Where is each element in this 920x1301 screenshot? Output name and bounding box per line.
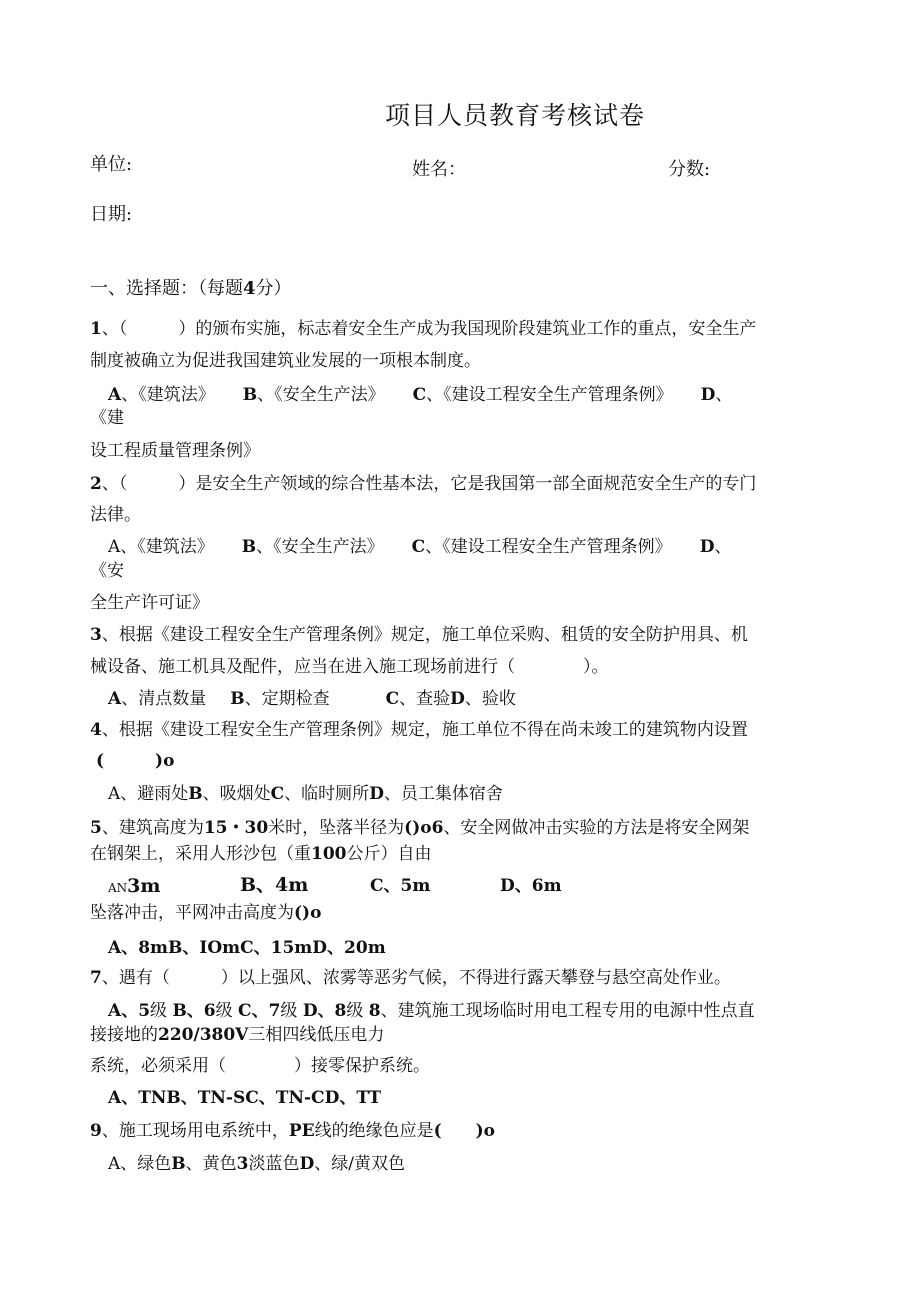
question-1-line-1	[90, 321, 756, 338]
question-8-line-2: 系统，必须采用（ ）接零保护系统。	[90, 1056, 430, 1076]
option-letter: B	[241, 537, 257, 557]
question-5-line-1	[90, 820, 749, 837]
option-text: 、《建筑法》	[121, 385, 215, 405]
question-3-options	[108, 691, 516, 708]
option-text: 、员工集体宿舍	[383, 784, 503, 804]
option-letter: D	[700, 385, 716, 405]
unit-field-label: 单位:	[90, 154, 133, 175]
section-heading-suffix: 分）	[255, 278, 292, 299]
question-8-options: A、TNB、TN-SC、TN-CD、TT	[108, 1088, 382, 1108]
question-9-options	[108, 1156, 405, 1173]
question-number: 1	[90, 319, 102, 339]
question-text: 米时，坠落半径为	[268, 818, 405, 838]
question-number: 4	[90, 720, 102, 740]
question-number: 7	[90, 968, 102, 988]
option-text: D、8	[302, 1001, 347, 1021]
question-1-options	[108, 387, 732, 404]
option-letter: D	[299, 1154, 315, 1174]
question-5-option-c: C、5m	[370, 876, 431, 896]
option-text: 级	[346, 1001, 364, 1021]
score-field-label: 分数:	[668, 159, 711, 180]
question-text: 、根据《建设工程安全生产管理条例》规定，施工单位采购、租赁的安全防护用具、机	[101, 625, 748, 645]
option-letter: D	[450, 689, 465, 709]
option-text: 3m	[127, 875, 161, 897]
option-text: A、5	[108, 1001, 151, 1021]
question-2-option-d-cont-2: 全生产许可证》	[90, 593, 209, 613]
question-2-option-d-cont: 《安	[90, 561, 124, 581]
option-text: 、绿/黄双色	[314, 1154, 405, 1174]
question-text: 、建筑施工现场临时用电工程专用的电源中性点直	[380, 1001, 755, 1021]
question-value: 15・30	[203, 818, 269, 838]
question-7-line-1	[90, 970, 731, 987]
question-4-line-2: ( )o	[96, 751, 175, 771]
option-letter: D	[699, 537, 715, 557]
question-number: 2	[90, 474, 102, 494]
question-value: 100	[311, 844, 347, 864]
option-letter: A	[108, 385, 122, 405]
question-number: o6	[420, 818, 444, 838]
option-letter: C	[385, 689, 400, 709]
option-text: 、	[714, 537, 732, 557]
question-text: 、建筑高度为	[101, 818, 204, 838]
question-1-line-2: 制度被确立为促进我国建筑业发展的一项根本制度。	[90, 351, 481, 371]
option-letter: C	[412, 385, 427, 405]
option-text: 、《安全生产法》	[256, 537, 384, 557]
option-letter: B	[230, 689, 245, 709]
question-1-option-d-cont-2: 设工程质量管理条例》	[90, 441, 260, 461]
question-value: PE	[288, 1121, 315, 1141]
question-2-line-1	[90, 476, 756, 493]
option-text: 、查验	[399, 689, 451, 709]
option-text: 淡蓝色	[248, 1154, 300, 1174]
question-5-option-b: B、4m	[240, 874, 309, 896]
option-text: 、《安全生产法》	[257, 385, 385, 405]
option-text: 、《建设工程安全生产管理条例》	[426, 385, 673, 405]
question-3-line-2: 械设备、施工机具及配件，应当在进入施工现场前进行（ ）。	[90, 657, 609, 677]
option-text: A、绿色	[108, 1154, 172, 1174]
question-6-options: A、8mB、IOmC、15mD、20m	[108, 938, 386, 958]
question-text: 、（ ）是安全生产领域的综合性基本法，它是我国第一部全面规范安全生产的专门	[101, 474, 757, 494]
question-text: 、安全网做冲击实验的方法是将安全网架	[443, 818, 750, 838]
question-number: 5	[90, 818, 102, 838]
option-letter: B	[242, 385, 258, 405]
section-heading	[90, 274, 292, 300]
option-text: B、6	[172, 1001, 216, 1021]
question-text: 公斤）自由	[346, 844, 432, 864]
question-8-line-1	[90, 1027, 384, 1044]
option-letter: A	[108, 689, 122, 709]
question-text: 在钢架上，采用人形沙包（重	[90, 844, 311, 864]
option-letter: 3	[236, 1154, 249, 1174]
question-3-line-1	[90, 627, 748, 644]
question-2-options	[108, 539, 731, 556]
question-5-line-2	[90, 846, 432, 863]
option-letter: C	[411, 537, 426, 557]
answer-blank: ( )o	[433, 1121, 496, 1141]
option-letter: C	[270, 784, 285, 804]
question-5-options	[108, 877, 161, 896]
option-letter: B	[171, 1154, 186, 1174]
option-letter: B	[188, 784, 203, 804]
option-text: A、《建筑法》	[108, 537, 214, 557]
question-text: 、遇有（ ）以上强风、浓雾等恶劣气候，不得进行露天攀登与悬空高处作业。	[101, 968, 731, 988]
option-text: C、7	[238, 1001, 281, 1021]
section-points: 4	[243, 278, 256, 299]
question-text: 、根据《建设工程安全生产管理条例》规定，施工单位不得在尚未竣工的建筑物内设置	[101, 720, 748, 740]
answer-blank: ()o	[294, 903, 322, 923]
question-number: 3	[90, 625, 102, 645]
section-heading-prefix: 一、选择题：（每题	[90, 278, 243, 299]
question-4-line-1	[90, 722, 748, 739]
question-9-line-1	[90, 1123, 495, 1140]
option-text: 级	[215, 1001, 233, 1021]
question-7-options	[108, 1003, 755, 1020]
question-5-option-d: D、6m	[500, 876, 562, 896]
question-1-option-d-cont: 《建	[90, 408, 124, 428]
option-text: 、定期检查	[244, 689, 330, 709]
question-number: 8	[368, 1001, 381, 1021]
option-text: 级	[150, 1001, 168, 1021]
question-text: 接接地的	[90, 1025, 158, 1045]
name-field-label: 姓名：	[412, 159, 466, 180]
option-text: 级	[280, 1001, 298, 1021]
option-letter: AN	[108, 881, 128, 895]
question-text: 坠落冲击，平网冲击高度为	[90, 903, 294, 923]
date-field-label: 日期:	[90, 204, 133, 225]
question-text: 三相四线低压电力	[248, 1025, 385, 1045]
question-number: 9	[90, 1121, 102, 1141]
option-text: 、清点数量	[121, 689, 207, 709]
option-text: 、《建设工程安全生产管理条例》	[425, 537, 672, 557]
option-text: 、黄色	[185, 1154, 237, 1174]
question-6-line-1	[90, 905, 321, 922]
question-text: 线的绝缘色应是	[314, 1121, 434, 1141]
question-text: 、施工现场用电系统中，	[101, 1121, 289, 1141]
option-text: 、临时厕所	[284, 784, 370, 804]
question-2-line-2: 法律。	[90, 505, 141, 525]
option-letter: D	[369, 784, 384, 804]
option-text: 、吸烟处	[202, 784, 271, 804]
question-value: 220/380V	[158, 1025, 249, 1045]
answer-blank: ()	[404, 818, 421, 838]
option-text: 、验收	[464, 689, 516, 709]
question-text: 、（ ）的颁布实施，标志着安全生产成为我国现阶段建筑业工作的重点，安全生产	[101, 319, 757, 339]
option-text: 、	[715, 385, 733, 405]
question-4-options	[108, 786, 503, 803]
option-text: A、避雨处	[108, 784, 189, 804]
page-title: 项目人员教育考核试卷	[385, 101, 646, 130]
